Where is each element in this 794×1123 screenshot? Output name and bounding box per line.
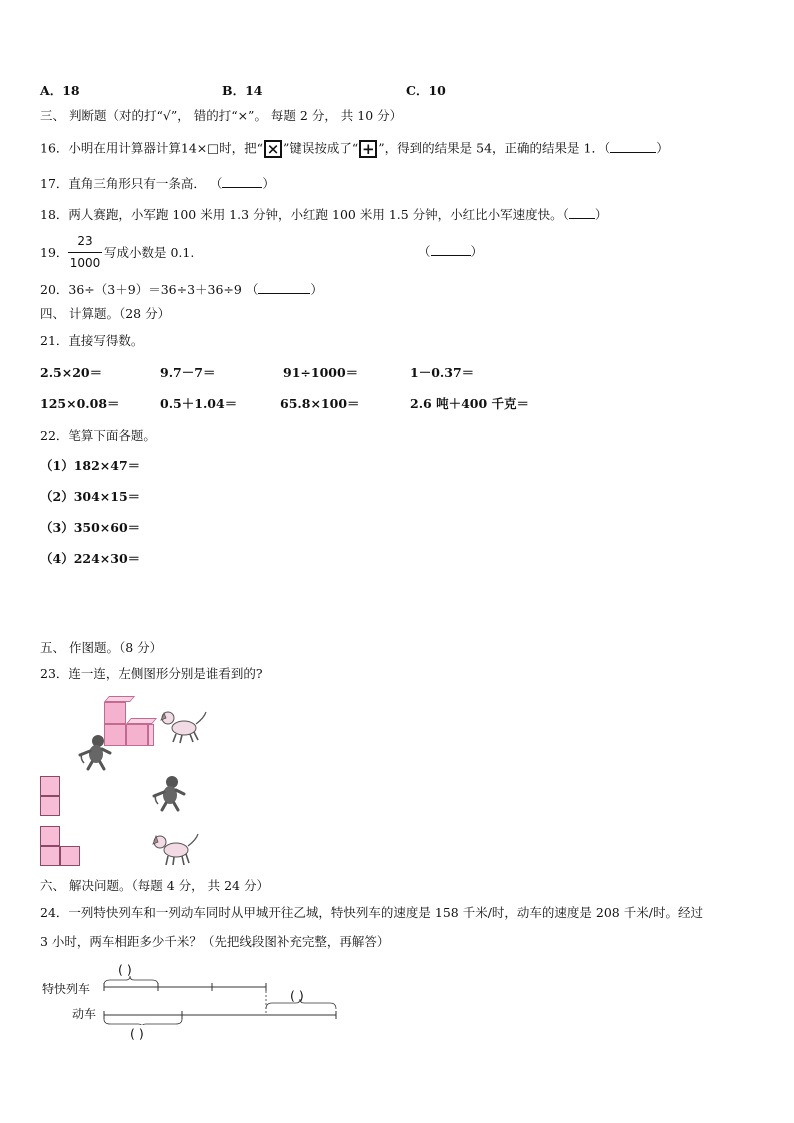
q22-item: （3）350×60＝ [40, 520, 141, 535]
question-20 [40, 282, 323, 298]
section3-title: 三、 判断题（对的打“√”， 错的打“×”。 每题 2 分， 共 10 分） [40, 108, 403, 123]
q24-line2: 3 小时，两车相距多少千米？（先把线段图补充完整，再解答） [40, 934, 390, 949]
q16-text-2: ”键误按成了“ [283, 140, 359, 156]
q21-item: 2.6 吨＋400 千克＝ [410, 396, 530, 411]
question-18 [40, 207, 607, 223]
section5-title: 五、 作图题。（8 分） [40, 640, 163, 655]
q18-text: 18．两人赛跑，小军跑 100 米用 1.3 分钟，小红跑 100 米用 1.5 分钟，小红比小军速度快。（ [40, 207, 569, 222]
view-shape-2 [40, 826, 82, 868]
question-16 [40, 140, 669, 158]
q16-text-1: 16．小明在用计算器计算14×□时，把“ [40, 140, 263, 156]
q21-item: 0.5＋1.04＝ [160, 396, 238, 411]
emu-train-label: 动车 [72, 1007, 97, 1021]
option-a: A．18 [40, 83, 80, 98]
q19-paren-open: （ [418, 244, 431, 259]
option-c: C．10 [406, 83, 446, 98]
q19-answer [418, 244, 483, 260]
express-train-label: 特快列车 [42, 982, 91, 996]
q19-denominator: 1000 [69, 256, 101, 270]
q19-numerator: 23 [77, 234, 93, 248]
q20-end: ） [310, 282, 323, 297]
q19-paren-close: ） [470, 244, 484, 259]
fraction-bar [68, 252, 102, 253]
plus-key-icon: + [359, 140, 377, 158]
option-b: B．14 [222, 83, 263, 98]
q16-text-3: ”，得到的结果是 54，正确的结果是 1．（ [378, 140, 611, 156]
q24-line1: 24．一列特快列车和一列动车同时从甲城开往乙城，特快列车的速度是 158 千米/时，动车的速度是 208 千米/时。经过 [40, 905, 703, 920]
q21-item: 91÷1000＝ [283, 365, 359, 380]
q21-title: 21．直接写得数。 [40, 333, 144, 348]
q19-answer-blank[interactable] [431, 245, 471, 256]
q21-item: 1－0.37＝ [410, 365, 475, 380]
q21-item: 9.7－7＝ [160, 365, 216, 380]
q16-answer-blank[interactable] [610, 142, 656, 153]
q17-answer-blank[interactable] [222, 177, 262, 188]
q17-end: ） [262, 176, 275, 191]
q22-item: （2）304×15＝ [40, 489, 141, 504]
q17-text: 17．直角三角形只有一条高． （ [40, 176, 223, 191]
q16-text-4: ） [656, 140, 669, 156]
monkey-icon [152, 774, 188, 812]
q20-text: 20．36÷（3＋9）＝36÷3＋36÷9 （ [40, 282, 259, 297]
q23-title: 23．连一连，左侧图形分别是谁看到的? [40, 666, 263, 681]
q19-text: 写成小数是 0.1. [104, 245, 195, 260]
segment-blank-2[interactable]: ( ) [290, 988, 304, 1003]
q20-answer-blank[interactable] [258, 283, 310, 294]
question-17 [40, 176, 275, 192]
q19-number: 19． [40, 245, 69, 260]
q22-title: 22．笔算下面各题。 [40, 428, 156, 443]
segment-blank-1[interactable]: ( ) [118, 962, 132, 977]
dog-icon [150, 830, 200, 868]
segment-blank-3[interactable]: ( ) [130, 1026, 144, 1041]
section4-title: 四、 计算题。（28 分） [40, 306, 171, 321]
monkey-icon [78, 733, 114, 771]
section6-title: 六、 解决问题。（每题 4 分， 共 24 分） [40, 878, 269, 893]
q22-item: （1）182×47＝ [40, 458, 141, 473]
q21-item: 2.5×20＝ [40, 365, 103, 380]
view-shape-1 [40, 776, 62, 818]
q18-end: ） [594, 207, 608, 222]
q18-answer-blank[interactable] [569, 208, 595, 219]
q22-item: （4）224×30＝ [40, 551, 141, 566]
multiply-key-icon: × [264, 140, 282, 158]
q21-item: 125×0.08＝ [40, 396, 120, 411]
q21-item: 65.8×100＝ [280, 396, 360, 411]
segment-diagram [100, 975, 345, 1025]
dog-icon [158, 708, 208, 746]
